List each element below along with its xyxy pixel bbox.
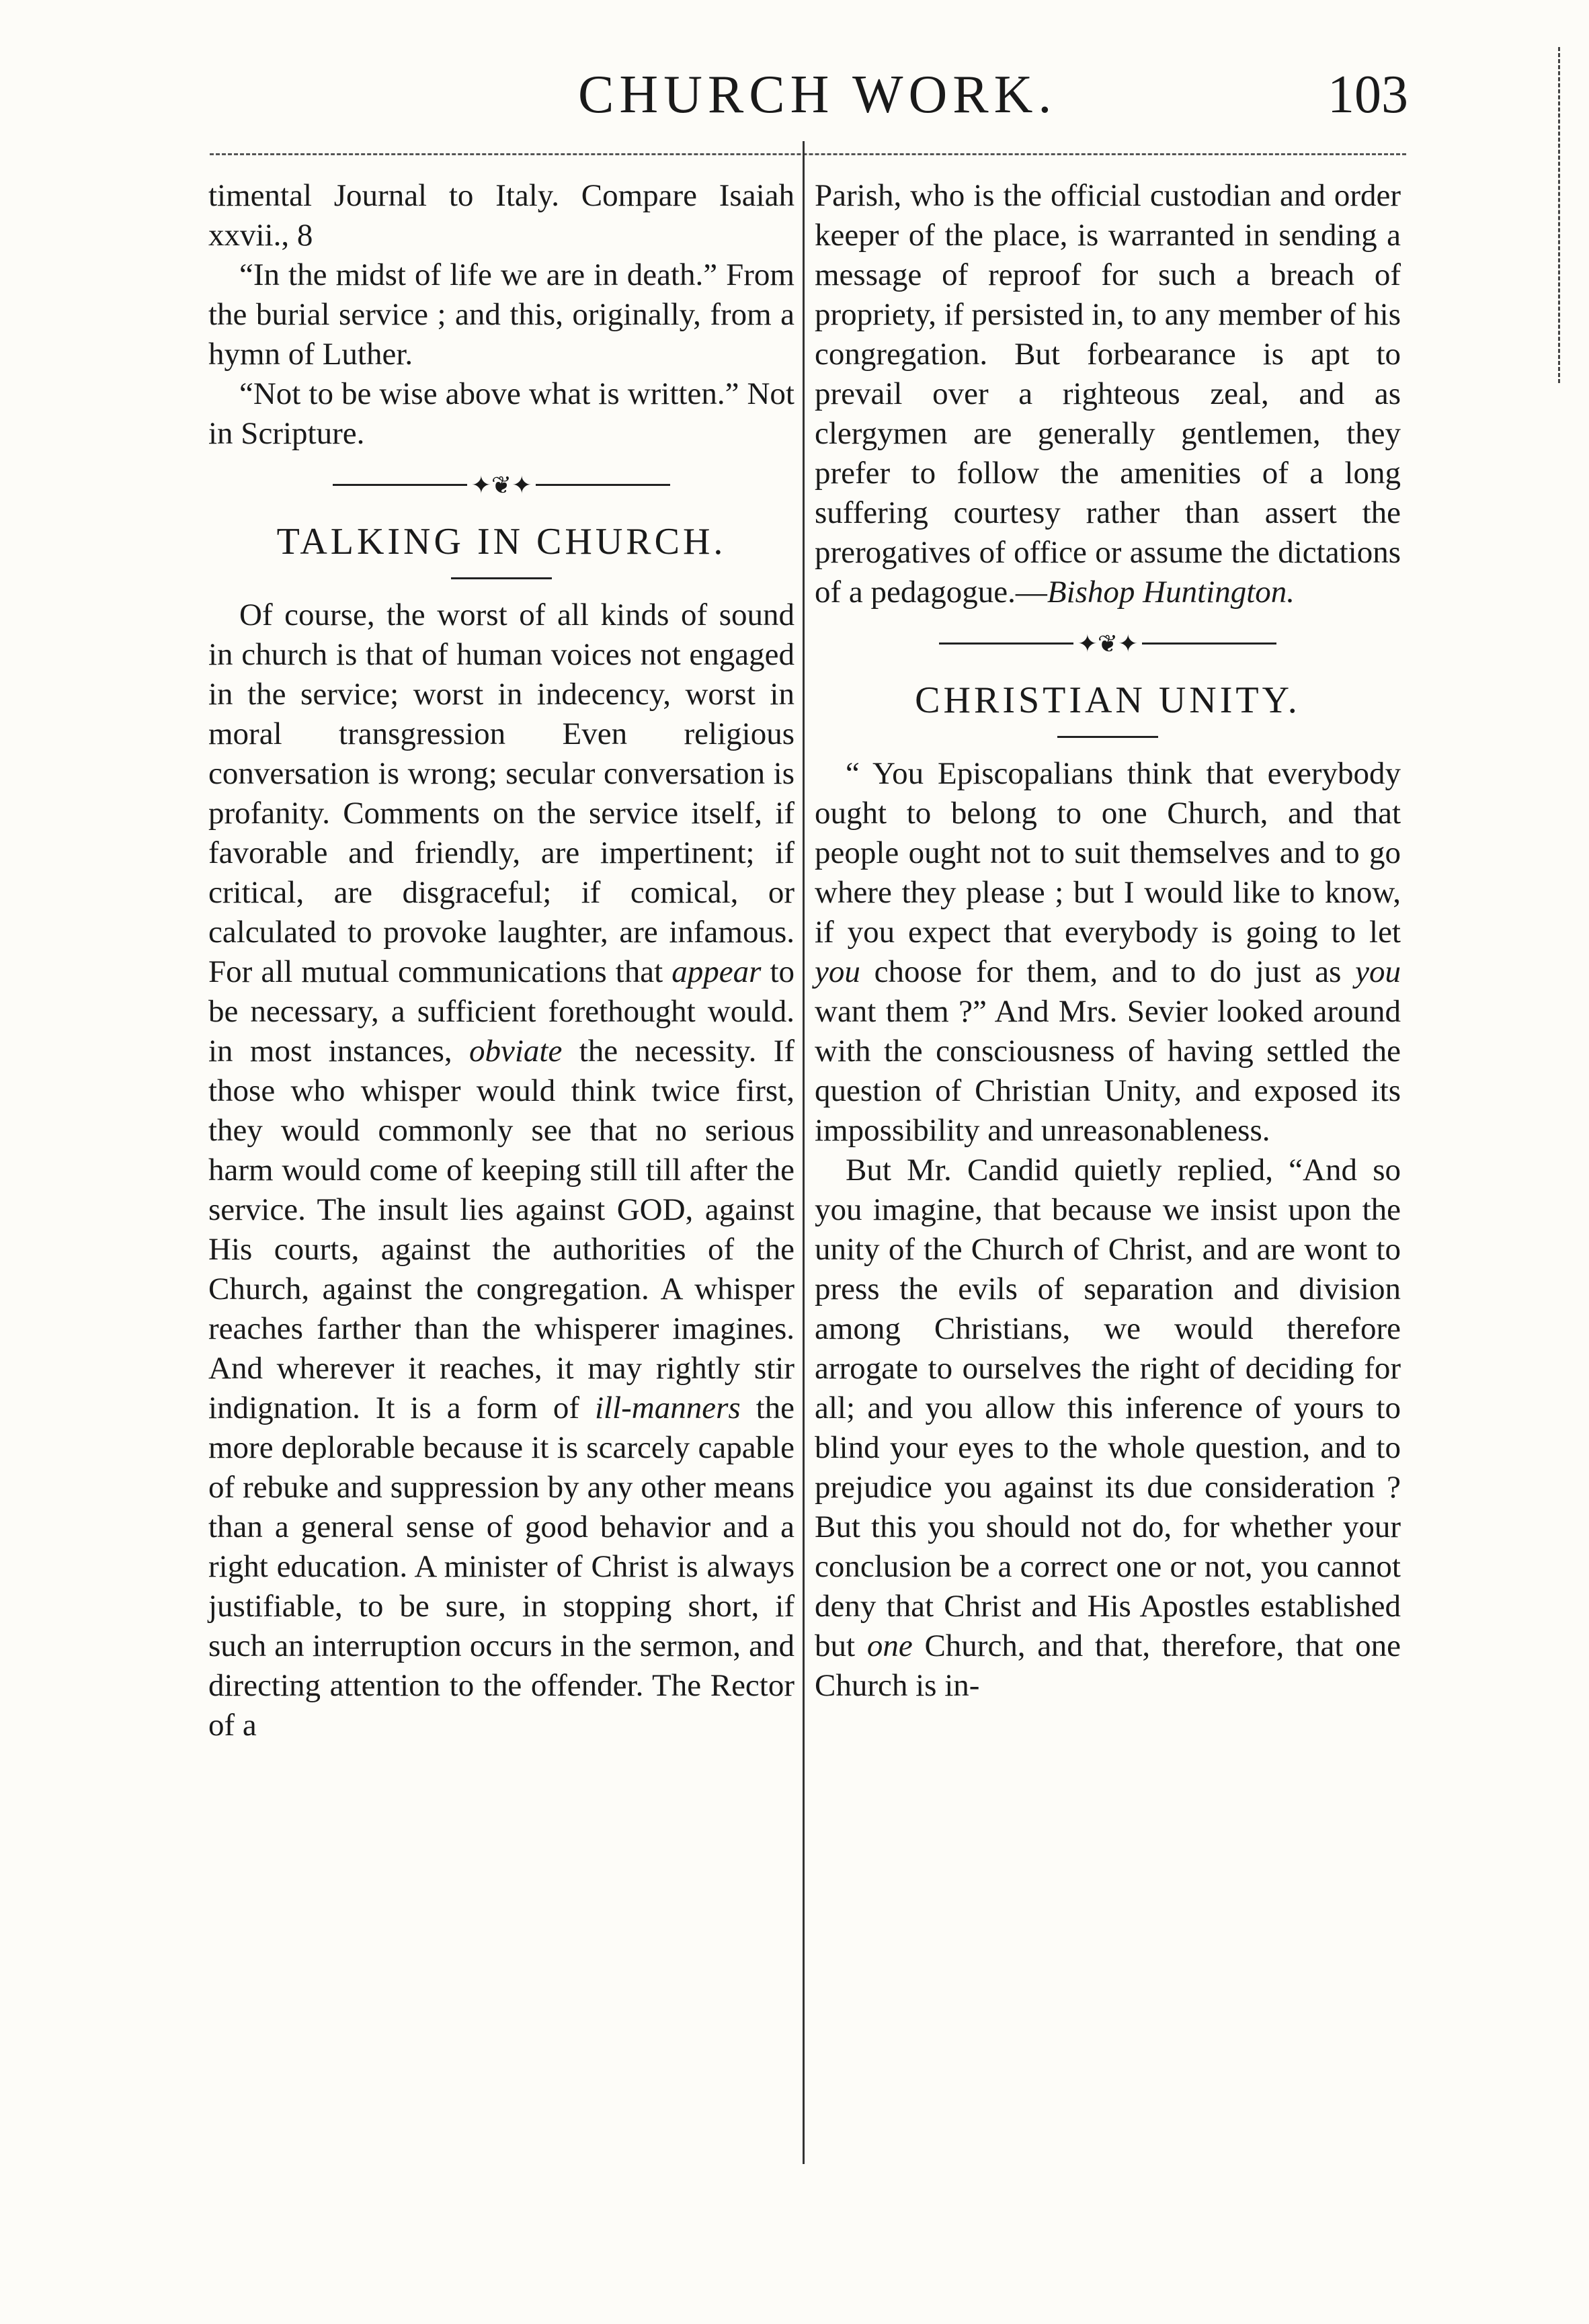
heading-rule [451, 577, 552, 579]
ornament-glyph: ✦❦✦ [471, 471, 532, 499]
quote-paragraph-burial: “In the midst of life we are in death.” From the burial service ; and this, originally, from a hymn of Luther. [208, 257, 794, 372]
italic-word: one [866, 1628, 913, 1663]
body-text: want them ?” And Mrs. Sevier looked around with the consciousness of having settled the question of Christian Unity, and exposed its impossibility and unreasonableness. [815, 993, 1401, 1148]
attribution: Bishop Huntington. [1047, 575, 1295, 610]
left-column [208, 176, 794, 1745]
body-text: But Mr. Candid quietly replied, “And so you imagine, that because we insist upon the unity of the Church of Christ, and are wont to press the evils of separation and division among Christians, we would therefore arrogate to ourselves the right of deciding for all; and you allow this inference of yours to blind your eyes to the whole question, and to prejudice you against its due consideration ? But this you should not do, for whether your conclusion be a correct one or not, you cannot deny that Christ and His Apostles established but [815, 1152, 1401, 1663]
heading-rule [1057, 736, 1158, 738]
italic-word: you [815, 954, 860, 989]
article-paragraph [815, 1151, 1401, 1706]
body-text: to be necessary, a sufficient forethought would. in most instances, [208, 954, 795, 1069]
body-text: Parish, who is the official custodian and order keeper of the place, is warranted in sending a message of reproof for such a breach of propriety, if persisted in, to any member of his congregation. But forbearance is apt to prevail over a righteous zeal, and as clergymen are generally gentlemen, they prefer to follow the amenities of a long suffering courtesy rather than assert the prerogatives of office or assume the dictations of a pedagogue.— [815, 178, 1401, 610]
column-divider [803, 141, 805, 2164]
body-text: the necessity. If those who whisper would think twice first, they would commonly see that no serious harm would come of keeping still till after the service. The insult lies against GOD, against His courts, against the authorities of the Church, against the congregation. A whisper reaches farther than the whisperer imagines. And wherever it reaches, it may rightly stir indignation. It is a form of [208, 1033, 795, 1425]
ornament-rule-right [536, 484, 670, 486]
body-text: choose for them, and to do just as [874, 954, 1342, 989]
body-text: “ You Episcopalians think that everybody ought to belong to one Church, and that people ought not to suit themselves and to go where they please ; but I would like to know, if you expect that everybody is going to let [815, 755, 1401, 950]
italic-word: ill-manners [594, 1390, 741, 1425]
right-column [815, 176, 1401, 1706]
ornament-glyph: ✦❦✦ [1077, 630, 1139, 657]
italic-word: you [1355, 954, 1401, 989]
italic-word: appear [671, 954, 762, 989]
running-title: CHURCH WORK. [578, 65, 1057, 124]
ornament-rule-right [1142, 642, 1276, 645]
section-ornament [815, 624, 1401, 661]
quote-paragraph-scripture: “Not to be wise above what is written.” Not in Scripture. [208, 376, 794, 451]
article-body-talking [208, 595, 794, 1745]
section-ornament [208, 466, 794, 502]
ornament-rule-left [333, 484, 467, 486]
ornament-rule-left [939, 642, 1073, 645]
continued-paragraph: timental Journal to Italy. Compare Isaiah xxvii., 8 [208, 178, 794, 253]
article-heading-talking: TALKING IN CHURCH. [276, 520, 727, 563]
page-edge-mark [1558, 47, 1564, 383]
article-paragraph [815, 754, 1401, 1151]
header-rule [210, 153, 1406, 155]
running-head [0, 65, 1589, 138]
body-text: Church, and that, therefore, that one Church is in- [815, 1628, 1401, 1703]
body-text: the more deplorable because it is scarcely capable of rebuke and suppression by any other means than a general sense of good behavior and a right education. A minister of Christ is always justifiable, to be sure, in stopping short, if such an interruption occurs in the sermon, and directing attention to the offender. The Rector of a [208, 1390, 795, 1743]
body-text: Of course, the worst of all kinds of sound in church is that of human voices not engaged in the service; worst in indecency, worst in moral transgression Even religious conversation is wrong; secular conversation is profanity. Comments on the service itself, if favorable and friendly, are impertinent; if critical, are disgraceful; if comical, or calculated to provoke laughter, are infamous. For all mutual communications that [208, 597, 794, 989]
page-number: 103 [1328, 65, 1408, 124]
article-body-continued [815, 176, 1401, 612]
italic-word: obviate [468, 1033, 563, 1069]
article-heading-unity: CHRISTIAN UNITY. [915, 679, 1301, 721]
